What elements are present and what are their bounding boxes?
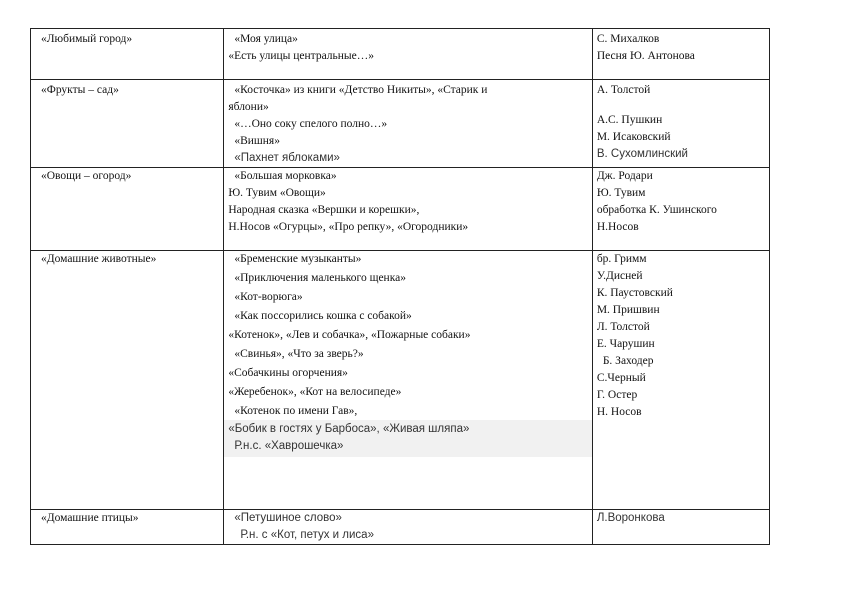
author-name: С.Черный — [596, 372, 646, 384]
work-title: Р.н. с «Кот, петух и лиса» — [240, 529, 374, 541]
work-title: Р.н.с. «Хаврошечка» — [234, 440, 344, 452]
author-name: Е. Чарушин — [596, 338, 655, 350]
author-name: Ю. Тувим — [596, 187, 646, 199]
theme-label: «Овощи – огород» — [41, 170, 132, 182]
works-cell — [224, 168, 592, 251]
authors-cell — [592, 168, 769, 251]
work-title: «…Оно соку спелого полно…» — [234, 118, 388, 130]
authors-cell — [592, 80, 769, 168]
author-name: А.С. Пушкин — [596, 114, 663, 126]
work-title: «Бобик в гостях у Барбоса», «Живая шляпа» — [228, 423, 470, 435]
author-name: Л.Воронкова — [596, 512, 665, 524]
work-title: Народная сказка «Вершки и корешки», — [228, 204, 420, 216]
table-row — [31, 510, 770, 545]
author-name: У.Дисней — [596, 270, 643, 282]
work-title: Ю. Тувим «Овощи» — [228, 187, 326, 199]
work-title: Н.Носов «Огурцы», «Про репку», «Огородники» — [228, 221, 469, 233]
theme-cell — [31, 29, 224, 80]
author-name: Песня Ю. Антонова — [596, 50, 695, 62]
theme-label: «Любимый город» — [41, 33, 133, 45]
authors-cell — [592, 510, 769, 545]
theme-label: «Домашние животные» — [41, 253, 157, 265]
works-cell — [224, 510, 592, 545]
author-name: Л. Толстой — [596, 321, 650, 333]
author-name: М. Исаковский — [596, 131, 671, 143]
table-row — [31, 80, 770, 168]
highlighted-block — [224, 420, 591, 457]
theme-cell — [31, 510, 224, 545]
work-title: «Собачкины огорчения» — [228, 367, 348, 379]
theme-label: «Фрукты – сад» — [41, 84, 119, 96]
works-cell — [224, 251, 592, 510]
work-title: «Большая морковка» — [234, 170, 337, 182]
author-name: С. Михалков — [596, 33, 660, 45]
author-name: А. Толстой — [596, 84, 651, 96]
work-title: «Свинья», «Что за зверь?» — [234, 348, 364, 360]
works-cell — [224, 80, 592, 168]
literature-table — [30, 28, 770, 545]
author-name: М. Пришвин — [596, 304, 660, 316]
table-row — [31, 168, 770, 251]
work-title: «Как поссорились кошка с собакой» — [234, 310, 412, 322]
theme-cell — [31, 251, 224, 510]
work-title: «Жеребенок», «Кот на велосипеде» — [228, 386, 402, 398]
table-row — [31, 29, 770, 80]
authors-cell — [592, 251, 769, 510]
author-name: В. Сухомлинский — [596, 148, 688, 160]
work-title: «Петушиное слово» — [234, 512, 342, 524]
works-cell — [224, 29, 592, 80]
authors-cell — [592, 29, 769, 80]
work-title: «Котенок по имени Гав», — [234, 405, 358, 417]
work-title: «Есть улицы центральные…» — [228, 50, 375, 62]
table-row — [31, 251, 770, 510]
work-title: «Вишня» — [234, 135, 280, 147]
work-title: «Котенок», «Лев и собачка», «Пожарные собаки» — [228, 329, 471, 341]
author-name: К. Паустовский — [596, 287, 673, 299]
author-name: Н. Носов — [596, 406, 642, 418]
work-title: «Приключения маленького щенка» — [234, 272, 406, 284]
work-title: яблони» — [228, 101, 269, 113]
work-title: «Косточка» из книги «Детство Никиты», «Старик и — [234, 84, 488, 96]
author-name: Дж. Родари — [596, 170, 653, 182]
author-name: бр. Гримм — [596, 253, 647, 265]
author-name: Н.Носов — [596, 221, 639, 233]
work-title: «Кот-ворюга» — [234, 291, 303, 303]
theme-cell — [31, 80, 224, 168]
work-title: «Бременские музыканты» — [234, 253, 362, 265]
author-name: обработка К. Ушинского — [596, 204, 717, 216]
author-name: Г. Остер — [596, 389, 638, 401]
theme-cell — [31, 168, 224, 251]
work-title: «Пахнет яблоками» — [234, 152, 340, 164]
work-title: «Моя улица» — [234, 33, 298, 45]
author-name: Б. Заходер — [602, 355, 654, 367]
theme-label: «Домашние птицы» — [41, 512, 139, 524]
